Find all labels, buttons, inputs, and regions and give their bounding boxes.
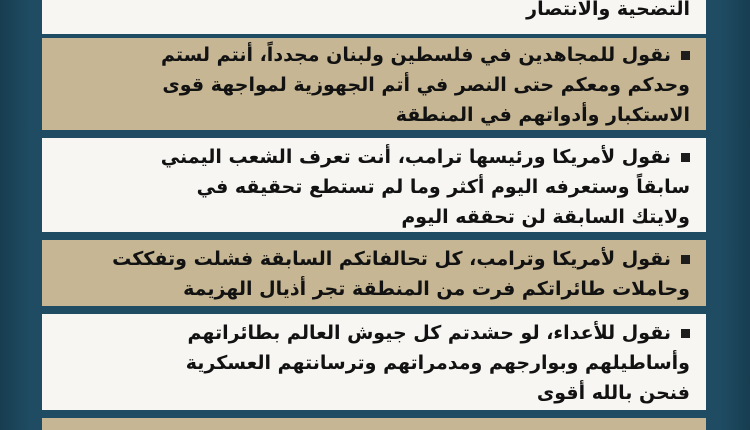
statement-line: وحاملات طائراتكم فرت من المنطقة تجر أذيال الهزيمة bbox=[183, 278, 690, 300]
statement-line: نقول للمجاهدين في فلسطين ولبنان مجدداً، أنتم لستم bbox=[160, 44, 671, 66]
statement-line: ولايتك السابقة لن تحققه اليوم bbox=[401, 206, 690, 228]
statement-block-1 bbox=[42, 38, 706, 130]
statement-block-5 bbox=[42, 418, 706, 430]
statement-line: نقول للأعداء، لو حشدتم كل جيوش العالم بطائراتهم bbox=[187, 322, 671, 344]
statement-line: وأساطيلهم وبوارجهم ومدمراتهم وترسانتهم العسكرية bbox=[185, 352, 690, 374]
statement-block-3 bbox=[42, 240, 706, 306]
statement-panel bbox=[42, 0, 706, 430]
statement-block-0 bbox=[42, 0, 706, 34]
statement-line: الاستكبار وأدواتهم في المنطقة bbox=[395, 104, 690, 126]
square-bullet-icon bbox=[681, 329, 690, 338]
statement-line: نقول لأمريكا وترامب، كل تحالفاتكم السابقة فشلت وتفككت bbox=[112, 248, 671, 270]
statement-line: التضحية والانتصار bbox=[526, 0, 690, 20]
statement-block-2 bbox=[42, 138, 706, 232]
square-bullet-icon bbox=[681, 153, 690, 162]
statement-line: نقول لأمريكا ورئيسها ترامب، أنت تعرف الشعب اليمني bbox=[160, 146, 671, 168]
square-bullet-icon bbox=[681, 255, 690, 264]
statement-line: وحدكم ومعكم حتى النصر في أتم الجهوزية لمواجهة قوى bbox=[162, 74, 690, 96]
statement-block-4 bbox=[42, 314, 706, 410]
statement-line: سابقاً وستعرفه اليوم أكثر وما لم تستطع تحقيقه في bbox=[196, 176, 690, 198]
square-bullet-icon bbox=[681, 51, 690, 60]
statement-line: فنحن بالله أقوى bbox=[536, 382, 690, 404]
